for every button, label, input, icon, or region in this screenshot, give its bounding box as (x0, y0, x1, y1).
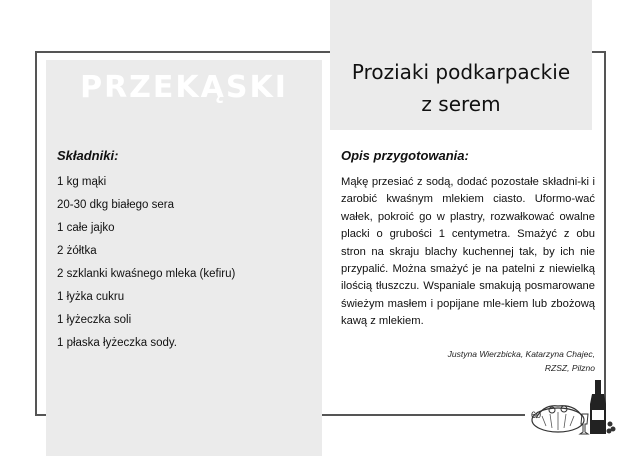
page-number: 60 (531, 410, 542, 420)
ingredients-panel (46, 60, 322, 456)
ingredient-item: 2 żółtka (57, 245, 97, 257)
recipe-subtitle: z serem (421, 92, 501, 116)
ingredient-item: 1 całe jajko (57, 222, 115, 234)
ingredient-item: 1 łyżeczka soli (57, 314, 132, 326)
author-affiliation: RZSZ, Pilzno (544, 363, 595, 373)
ingredient-item: 2 szklanki kwaśnego mleka (kefiru) (57, 268, 236, 280)
ingredient-item: 20-30 dkg białego sera (57, 199, 174, 211)
preparation-title: Opis przygotowania: (341, 148, 469, 163)
preparation-text: Mąkę przesiać z sodą, dodać pozostałe składni-ki i zarobić kwaśnym mlekiem ciasto. Uformo-wać wałek, pokroić go w plastry, rozwałkować owalne placki o grubości 1 centymetra. Smażyć z obu stron na skraju blachy kuchennej tak, by ich nie przypalić. Można smażyć je na patelni z niewielką ilością tłuszczu. Wspaniale smakują posmarowane świeżym masłem i popijane mle-kiem lub zbożową kawą z mlekiem. (341, 176, 595, 328)
recipe-title: Proziaki podkarpackie (351, 60, 571, 84)
ingredients-title: Składniki: (57, 148, 119, 163)
ingredient-item: 1 kg mąki (57, 176, 107, 188)
recipe-title-box (330, 0, 592, 130)
frame-right-border (604, 51, 606, 416)
frame-left-border (35, 51, 37, 416)
author-names: Justyna Wierzbicka, Katarzyna Chajec, (447, 349, 595, 359)
author-credit (341, 347, 595, 375)
section-banner: PRZEKĄSKI (80, 70, 288, 105)
ingredient-item: 1 płaska łyżeczka sody. (57, 337, 177, 349)
ingredient-item: 1 łyżka cukru (57, 291, 125, 303)
wine-bottle-illustration-icon (524, 376, 616, 436)
ingredients-list (57, 174, 235, 358)
